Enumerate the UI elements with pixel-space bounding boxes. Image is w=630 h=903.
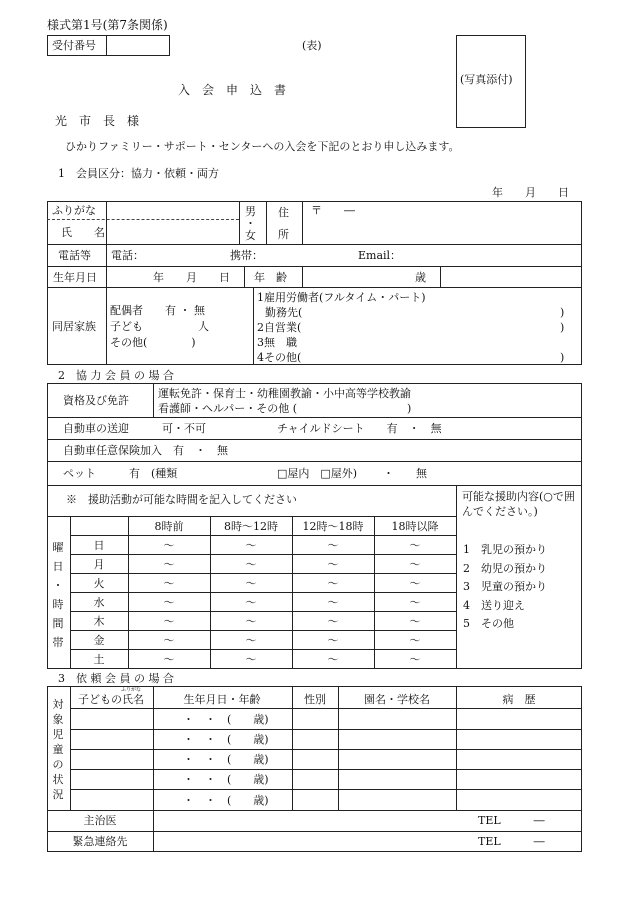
row-line [47,287,582,288]
birth-date-field[interactable]: 年 月 日 [153,271,230,284]
time-slot-cell[interactable]: 〜 [245,615,257,628]
section1-title: 1 会員区分：協力・依頼・両方 [58,167,219,180]
mobile-field[interactable]: 携帯： [230,249,263,262]
row-line [70,749,582,750]
time-slot-cell[interactable]: 〜 [327,577,339,590]
row-line [70,535,456,536]
time-slot-cell[interactable]: 〜 [409,653,421,666]
day-label: 日 [93,539,105,552]
row-line [47,485,582,486]
row-line [70,573,456,574]
child-birth-field[interactable]: ・ ・ ( 歳) [183,713,269,726]
time-slot-cell[interactable]: 〜 [163,615,175,628]
phone-field[interactable]: 電話： [111,249,144,262]
birth-label: 生年月日 [53,271,97,284]
qual-label: 資格及び免許 [63,394,129,407]
content-option[interactable]: 2 幼児の預かり [463,562,547,575]
content-option[interactable]: 5 その他 [463,617,514,630]
time-slot-cell[interactable]: 〜 [245,634,257,647]
time-slot-cell[interactable]: 〜 [327,653,339,666]
reception-divider [106,35,107,56]
phone-row-label: 電話等 [58,249,91,262]
gender-female[interactable]: 女 [245,229,256,242]
job-option-4[interactable]: 4その他( [257,351,302,364]
day-label: 木 [93,615,105,628]
pet-field[interactable]: ペット 有 (種類 [63,467,178,480]
time-slot-cell[interactable]: 〜 [245,539,257,552]
pet-location-field[interactable]: □屋内 □屋外) [277,467,358,480]
insurance-field[interactable]: 自動車任意保険加入 有 ・ 無 [63,444,228,457]
time-slot-cell[interactable]: 〜 [163,577,175,590]
disease-header: 病 歴 [502,693,536,706]
time-slot-cell[interactable]: 〜 [409,596,421,609]
birth-age-header: 生年月日・年齢 [183,693,261,706]
child-birth-field[interactable]: ・ ・ ( 歳) [183,733,269,746]
row-line [70,554,456,555]
postal-code[interactable]: 〒 ― [311,204,355,217]
furigana-label: ふりがな [52,204,96,217]
row-line [70,592,456,593]
name-col-divider [106,201,107,244]
child-birth-field[interactable]: ・ ・ ( 歳) [183,794,269,807]
gender-col-right [266,201,267,244]
time-header: 8時〜12時 [224,520,278,533]
reception-label: 受付番号 [52,39,96,52]
time-slot-cell[interactable]: 〜 [245,596,257,609]
side-label-divider [70,686,71,810]
address-col-right [302,201,303,244]
age-label: 年 齢 [254,271,287,284]
furigana-divider [47,219,239,220]
content-option[interactable]: 3 児童の預かり [463,580,547,593]
gender-col-left [239,201,240,244]
row-line [47,831,582,832]
row-line [70,769,582,770]
birth-col-divider [106,266,107,365]
gender-header: 性別 [304,693,326,706]
child-name-ruby: ふりがな [121,687,142,693]
row-line [47,244,582,245]
addressee: 光 市 長 様 [55,114,140,128]
age-end-divider [440,266,441,287]
section3-title: 3 依 頼 会 員 の 場 合 [58,672,174,685]
day-label: 土 [93,653,105,666]
age-value-divider [302,266,303,287]
day-label: 月 [93,558,105,571]
time-slot-cell[interactable]: 〜 [327,558,339,571]
row-line [47,266,582,267]
time-header: 18時以降 [391,520,439,533]
time-slot-cell[interactable]: 〜 [409,558,421,571]
time-slot-cell[interactable]: 〜 [163,539,175,552]
weekday-side-label: 曜 日 ・ 時 間 帯 [52,541,64,649]
content-col-divider [456,485,457,669]
intro-text: ひかりファミリー・サポート・センターへの入会を下記のとおり申し込みます。 [65,140,460,153]
job-option-1[interactable]: 1雇用労働者(フルタイム・パート) [257,291,426,304]
activity-note: ※ 援助活動が可能な時間を記入してください [66,493,297,506]
time-slot-cell[interactable]: 〜 [409,539,421,552]
school-col-divider [456,686,457,810]
time-slot-cell[interactable]: 〜 [163,653,175,666]
qual-options-2[interactable]: 看護師・ヘルパー・その他 ( ) [158,402,412,415]
time-slot-cell[interactable]: 〜 [163,558,175,571]
job-option-3[interactable]: 3無 職 [257,336,297,349]
spouse-field[interactable]: 配偶者 有 ・ 無 [110,304,205,317]
child-side-label: 対 象 児 童 の 状 況 [52,698,64,801]
time-slot-cell[interactable]: 〜 [327,634,339,647]
car-transport-field[interactable]: 自動車の送迎 可・不可 [63,422,206,435]
row-line [47,516,456,517]
child-birth-field[interactable]: ・ ・ ( 歳) [183,773,269,786]
other-family-field[interactable]: その他( ) [110,336,196,349]
school-header: 園名・学校名 [364,693,430,706]
pet-none-field[interactable]: ・ 無 [383,467,427,480]
section2-title: 2 協 力 会 員 の 場 合 [58,369,174,382]
time-slot-cell[interactable]: 〜 [245,653,257,666]
age-field[interactable]: 歳 [415,271,426,284]
job2-close: ) [560,321,565,334]
gender-male[interactable]: 男 [245,205,256,218]
children-field[interactable]: 子ども 人 [110,320,209,333]
content-option[interactable]: 1 乳児の預かり [463,543,547,556]
content-header: 可能な援助内容(○で囲んでください。) [462,490,575,518]
time-slot-cell[interactable]: 〜 [245,558,257,571]
doctor-tel-field[interactable]: TEL ― [478,814,545,827]
address-label-2: 所 [278,228,289,241]
email-field[interactable]: Email： [358,249,402,262]
time-header: 8時前 [154,520,184,533]
name-label: 氏 名 [61,226,105,239]
family-job-divider [253,287,254,365]
row-line [70,708,582,709]
family-label: 同居家族 [52,320,96,333]
row-line [70,611,456,612]
time-header: 12時〜18時 [302,520,364,533]
workplace-field[interactable]: 勤務先( [265,306,303,319]
day-label: 金 [93,634,105,647]
front-label: (表) [302,39,322,52]
time-slot-cell[interactable]: 〜 [163,596,175,609]
row-line [70,649,456,650]
emergency-tel-field[interactable]: TEL ― [478,835,545,848]
qual-col-divider [153,383,154,417]
row-line [47,810,582,811]
day-label: 火 [93,577,105,590]
time-slot-cell[interactable]: 〜 [327,539,339,552]
job-option-2[interactable]: 2自営業( [257,321,302,334]
time-slot-cell[interactable]: 〜 [409,577,421,590]
birth-age-divider [244,266,245,287]
photo-label: (写真添付) [460,73,513,86]
row-line [47,439,582,440]
time-slot-cell[interactable]: 〜 [163,634,175,647]
application-date[interactable]: 年 月 日 [492,186,569,199]
address-label-1: 住 [278,206,289,219]
row-line [70,729,582,730]
day-label: 水 [93,596,105,609]
row-line [70,789,582,790]
content-option[interactable]: 4 送り迎え [463,599,525,612]
time-slot-cell[interactable]: 〜 [409,615,421,628]
emergency-label: 緊急連絡先 [72,835,128,848]
job4-close: ) [560,351,565,364]
time-slot-cell[interactable]: 〜 [409,634,421,647]
doctor-label: 主治医 [83,814,117,827]
child-seat-field[interactable]: チャイルドシート 有 ・ 無 [277,422,442,435]
workplace-close: ) [560,306,565,319]
gender-col-divider [338,686,339,810]
name-input[interactable] [109,223,237,241]
time-slot-cell[interactable]: 〜 [327,615,339,628]
child-name-header: 子どもの氏名 [78,693,144,706]
row-line [70,630,456,631]
birth-col-divider [292,686,293,810]
child-birth-field[interactable]: ・ ・ ( 歳) [183,753,269,766]
time-slot-cell[interactable]: 〜 [327,596,339,609]
row-line [47,417,582,418]
page-title: 入 会 申 込 書 [178,83,287,97]
gender-dot: ・ [245,217,256,230]
furigana-input[interactable] [109,206,237,218]
row-line [47,461,582,462]
qual-options-1[interactable]: 運転免許・保育士・幼稚園教諭・小中高等学校教諭 [158,387,411,400]
form-number: 様式第1号(第7条関係) [47,18,168,32]
phone-col-divider [106,244,107,266]
time-slot-cell[interactable]: 〜 [245,577,257,590]
